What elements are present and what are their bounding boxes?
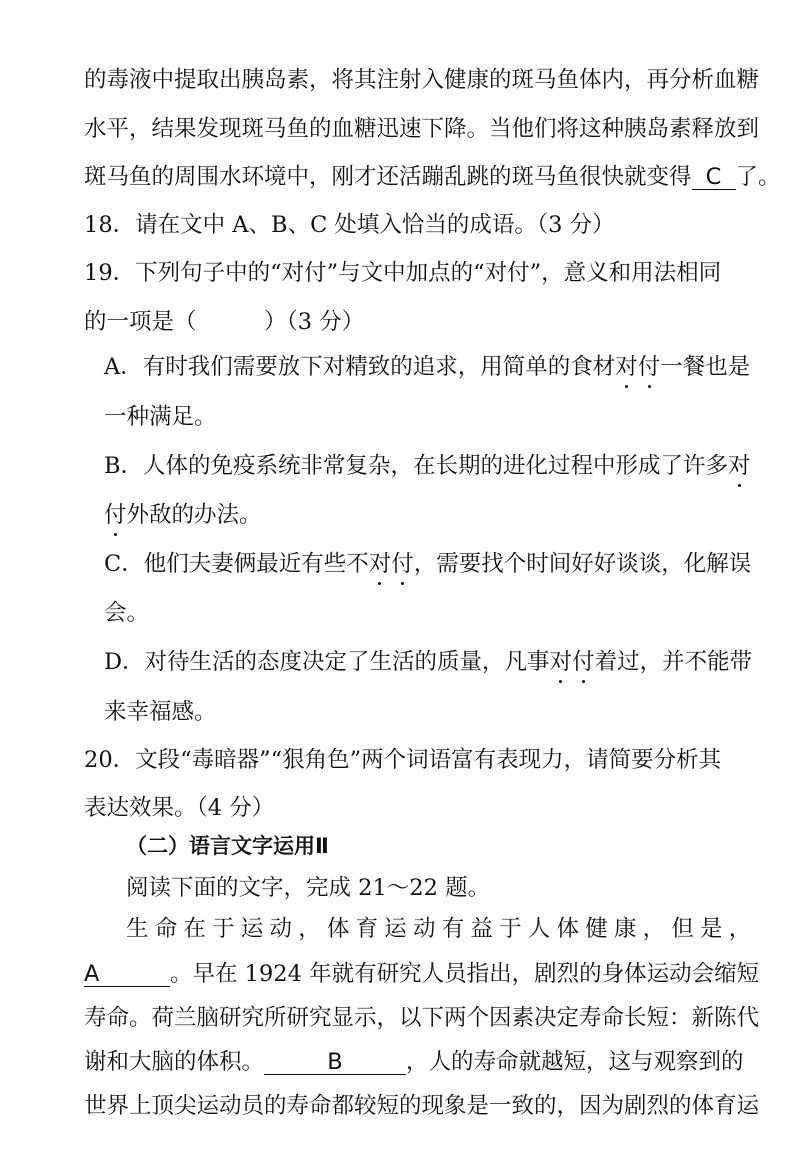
blank-a: A [84, 962, 170, 987]
option-text: 着过，并不能带 [594, 649, 753, 675]
option-text: B．人体的免疫系统非常复杂，在长期的进化过程中形成了许多 [104, 453, 729, 479]
option-d-cont: 来幸福感。 [104, 699, 217, 725]
option-c-cont: 会。 [104, 600, 150, 626]
emphasis-char: 对 [368, 551, 392, 577]
question-19-stem: 的一项是（ ）（3 分） [84, 309, 365, 335]
option-text: A．有时我们需要放下对精致的追求，用简单的食材 [104, 354, 616, 380]
option-b-cont [104, 501, 744, 529]
passage-text: 斑马鱼的周围水环境中，刚才还活蹦乱跳的斑马鱼很快就变得 [84, 164, 692, 190]
option-text: 外敌的办法。 [126, 502, 262, 528]
option-a [104, 353, 751, 381]
passage2-line: 寿命。荷兰脑研究所研究显示，以下两个因素决定寿命长短：新陈代 [84, 1005, 760, 1031]
passage-line [84, 163, 781, 191]
blank-c: C [692, 165, 736, 190]
passage2-line [84, 1048, 744, 1076]
section-instruction: 阅读下面的文字，完成 21～22 题。 [126, 875, 491, 901]
option-text: D．对待生活的态度决定了生活的质量，凡事 [104, 649, 550, 675]
emphasis-char: 付 [391, 551, 414, 577]
blank-b: B [264, 1050, 406, 1075]
passage2-line: 世界上顶尖运动员的寿命都较短的现象是一致的，因为剧烈的体育运 [84, 1093, 760, 1119]
question-18: 18．请在文中 A、B、C 处填入恰当的成语。（3 分） [84, 212, 615, 238]
passage-line: 的毒液中提取出胰岛素，将其注射入健康的斑马鱼体内，再分析血糖 [84, 67, 760, 93]
option-b [104, 452, 751, 480]
emphasis-char: 对 [728, 453, 751, 479]
option-a-cont: 一种满足。 [104, 404, 217, 430]
option-text: C．他们夫妻俩最近有些不 [104, 551, 369, 577]
option-d [104, 648, 753, 676]
passage-text: 。早在 1924 年就有研究人员指出，剧烈的身体运动会缩短 [170, 961, 760, 987]
passage-line: 水平，结果发现斑马鱼的血糖迅速下降。当他们将这种胰岛素释放到 [84, 116, 760, 142]
emphasis-char: 付 [572, 649, 595, 675]
option-c [104, 550, 752, 578]
passage-text: 谢和大脑的体积。 [84, 1049, 265, 1075]
question-20-cont: 表达效果。（4 分） [84, 795, 275, 821]
passage-text: ，人的寿命就越短，这与观察到的 [406, 1049, 744, 1075]
passage-text: 了。 [735, 164, 781, 190]
passage2-line: 生命在于运动，体育运动有益于人体健康，但是， [126, 916, 758, 942]
emphasis-char: 对 [549, 649, 573, 675]
option-text: 一餐也是 [660, 354, 751, 380]
emphasis-char: 付 [104, 502, 127, 528]
option-text: ，需要找个时间好好谈谈，化解误 [413, 551, 752, 577]
question-20: 20．文段“毒暗器”“狠角色”两个词语富有表现力，请简要分析其 [84, 747, 722, 773]
passage2-line [84, 960, 760, 988]
question-19-stem: 19．下列句子中的“对付”与文中加点的“对付”，意义和用法相同 [84, 260, 722, 286]
section-heading: （二）语言文字运用Ⅱ [126, 834, 329, 858]
emphasis-char: 付 [637, 354, 661, 380]
emphasis-char: 对 [615, 354, 638, 380]
